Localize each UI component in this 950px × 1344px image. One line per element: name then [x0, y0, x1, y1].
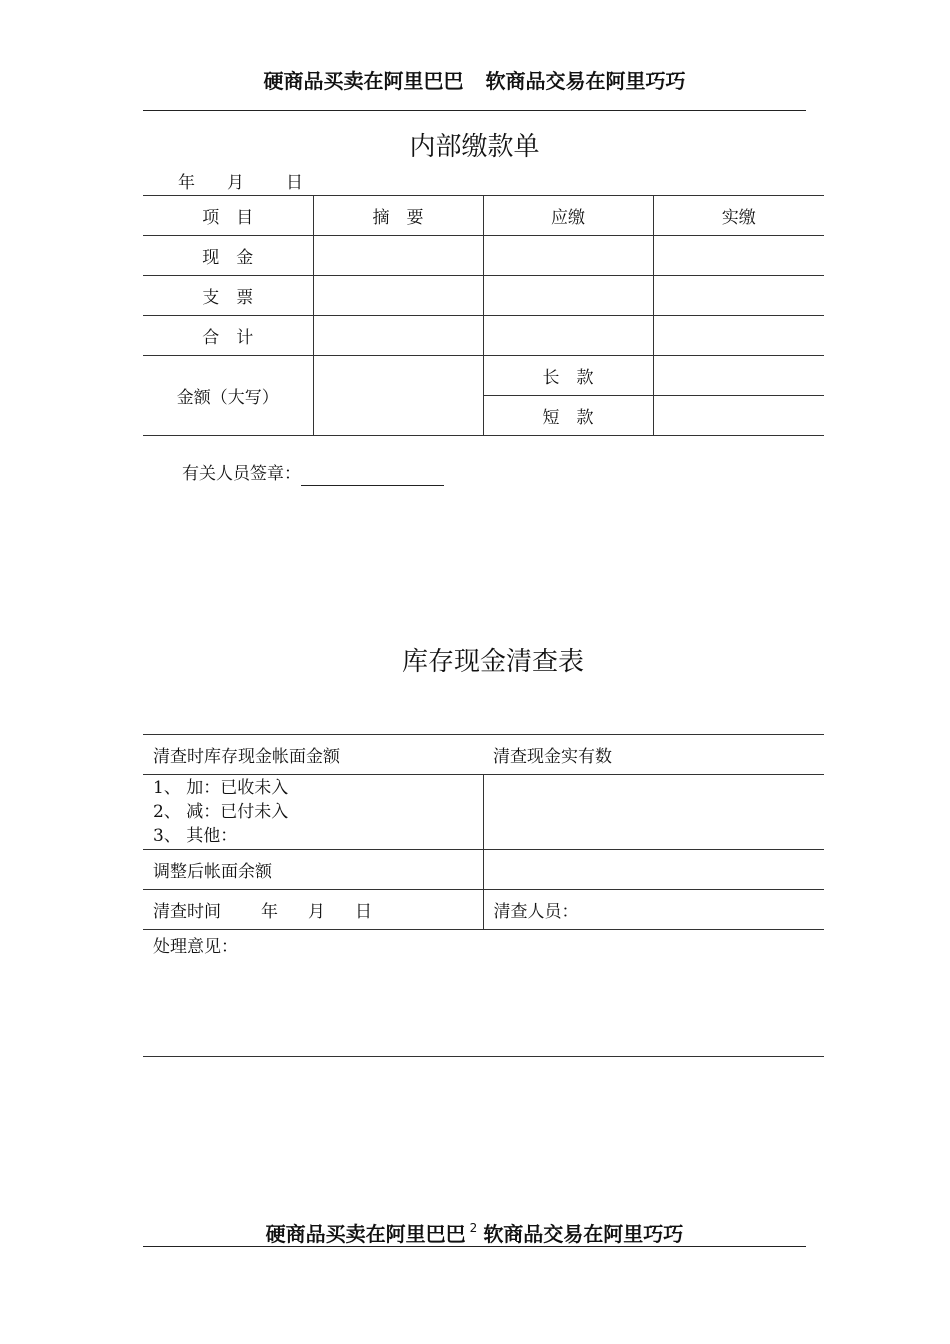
opinion-cell[interactable]	[143, 930, 824, 1057]
adjusted-balance-label: 调整后帐面余额	[143, 850, 483, 890]
form2-title: 库存现金清查表	[401, 647, 584, 677]
actual-amount-cell[interactable]	[483, 775, 824, 850]
book-amount-label: 清查时库存现金帐面金额	[143, 735, 483, 775]
col-header-paid: 实缴	[653, 196, 824, 236]
check-due-cell[interactable]	[483, 276, 653, 316]
cash-check-table	[143, 734, 824, 1057]
short-amount-cell[interactable]	[653, 396, 824, 436]
date-day: 日	[286, 173, 303, 193]
adjustment-add: 1、 加：已收未入	[153, 778, 289, 798]
table-row	[143, 850, 824, 890]
form1-date	[178, 172, 335, 194]
check-time-cell	[143, 890, 483, 930]
header-left-text: 硬商品买卖在阿里巴巴	[263, 69, 464, 93]
total-summary-cell[interactable]	[313, 316, 483, 356]
check-paid-cell[interactable]	[653, 276, 824, 316]
adjustment-other: 3、 其他：	[153, 826, 238, 846]
check-month: 月	[308, 902, 325, 922]
amount-words-cell[interactable]	[313, 356, 483, 436]
total-paid-cell[interactable]	[653, 316, 824, 356]
col-header-due: 应缴	[483, 196, 653, 236]
row-label-total: 合 计	[143, 316, 313, 356]
col-header-item: 项 目	[143, 196, 313, 236]
actual-amount-label: 清查现金实有数	[483, 735, 824, 775]
table-row	[143, 236, 824, 276]
signature-label: 有关人员签章：	[182, 464, 301, 484]
cash-summary-cell[interactable]	[313, 236, 483, 276]
table-row	[143, 316, 824, 356]
footer-left-text: 硬商品买卖在阿里巴巴	[265, 1222, 466, 1246]
page-footer	[143, 1220, 806, 1247]
check-summary-cell[interactable]	[313, 276, 483, 316]
checker-cell[interactable]	[483, 890, 824, 930]
adjusted-balance-cell[interactable]	[483, 850, 824, 890]
amount-label: 金额（大写）	[143, 356, 313, 436]
payment-table	[143, 195, 824, 436]
adjustments-cell	[143, 775, 483, 850]
check-day: 日	[355, 902, 372, 922]
long-amount-cell[interactable]	[653, 356, 824, 396]
form1-title: 内部缴款单	[409, 132, 540, 162]
table-row	[143, 775, 824, 850]
row-label-cash: 现 金	[143, 236, 313, 276]
date-year: 年	[178, 173, 195, 193]
table-row	[143, 735, 824, 775]
table-row	[143, 930, 824, 1057]
cash-due-cell[interactable]	[483, 236, 653, 276]
header-right-text: 软商品交易在阿里巧巧	[485, 69, 686, 93]
total-due-cell[interactable]	[483, 316, 653, 356]
page-header	[143, 66, 806, 111]
table-row	[143, 356, 824, 396]
cash-paid-cell[interactable]	[653, 236, 824, 276]
table-header-row	[143, 196, 824, 236]
table-row	[143, 276, 824, 316]
check-time-label: 清查时间	[153, 902, 221, 922]
adjustment-subtract: 2、 减：已付未入	[153, 802, 289, 822]
signature-line[interactable]	[301, 467, 444, 486]
date-month: 月	[227, 173, 244, 193]
checker-label: 清查人员：	[493, 902, 579, 922]
footer-right-text: 软商品交易在阿里巧巧	[483, 1222, 684, 1246]
check-year: 年	[261, 902, 278, 922]
table-row	[143, 890, 824, 930]
col-header-summary: 摘 要	[313, 196, 483, 236]
opinion-label: 处理意见：	[153, 937, 238, 957]
page-number: 2	[469, 1221, 478, 1235]
long-label: 长 款	[483, 356, 653, 396]
row-label-check: 支 票	[143, 276, 313, 316]
short-label: 短 款	[483, 396, 653, 436]
signature-row	[182, 462, 444, 486]
